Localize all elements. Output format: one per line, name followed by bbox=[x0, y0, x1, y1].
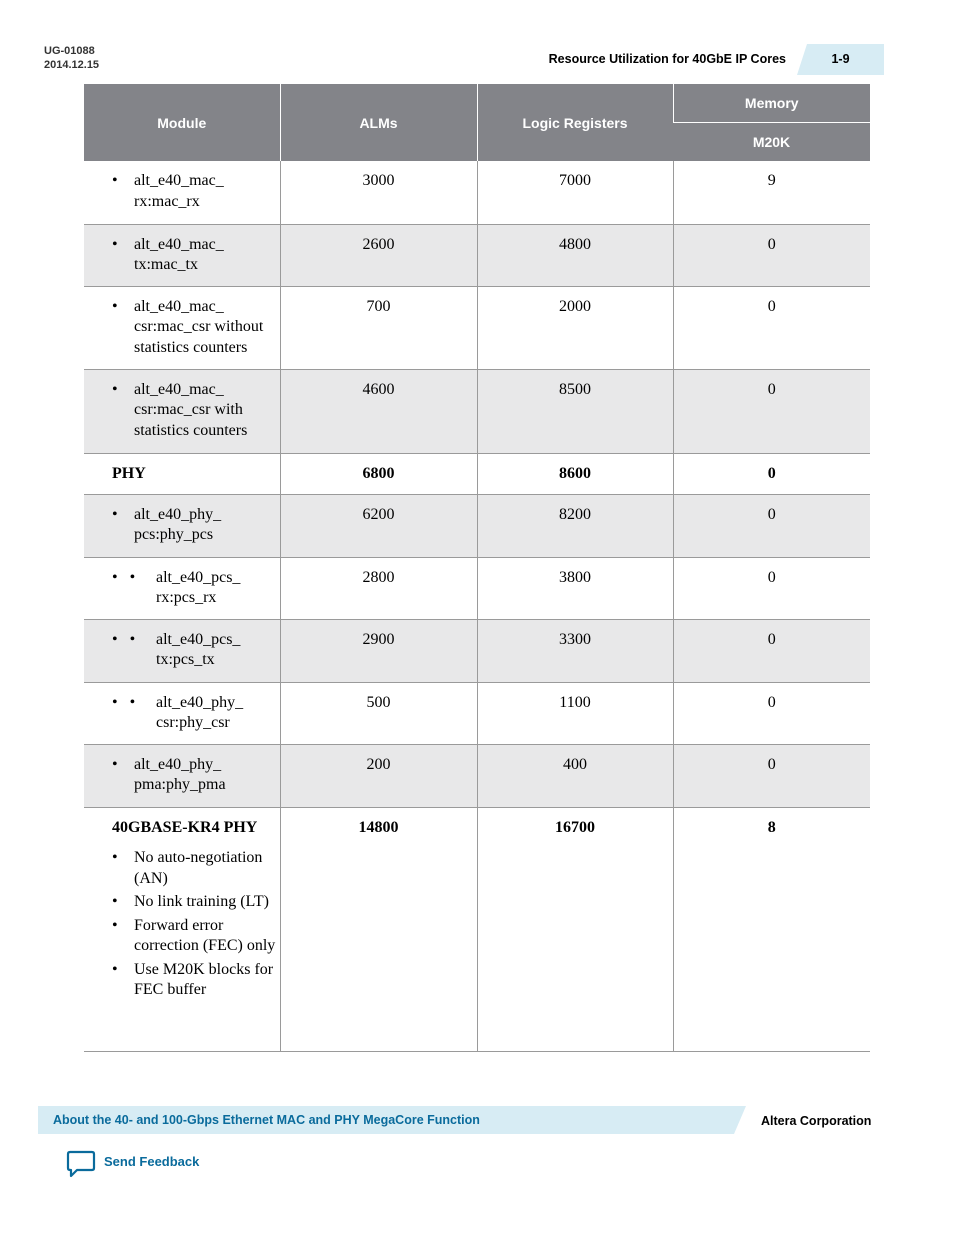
table-row bbox=[84, 682, 870, 744]
alms-value: 500 bbox=[280, 682, 477, 744]
table-row bbox=[84, 494, 870, 557]
kr4-feature-list bbox=[112, 848, 276, 1001]
alms-value: 2800 bbox=[280, 557, 477, 619]
alms-value: 6200 bbox=[280, 494, 477, 557]
m20k-value: 0 bbox=[673, 619, 870, 682]
col-header-logic-registers: Logic Registers bbox=[477, 84, 673, 161]
alms-value: 4600 bbox=[280, 369, 477, 453]
registers-value: 7000 bbox=[477, 161, 673, 224]
table-row bbox=[84, 161, 870, 224]
table-row bbox=[84, 557, 870, 619]
m20k-value: 0 bbox=[673, 224, 870, 286]
registers-value: 8500 bbox=[477, 369, 673, 453]
m20k-value: 0 bbox=[673, 682, 870, 744]
m20k-value: 0 bbox=[673, 369, 870, 453]
module-name: • alt_e40_mac_ csr:mac_csr with statistics counters bbox=[112, 380, 276, 442]
m20k-value: 0 bbox=[673, 557, 870, 619]
registers-value: 1100 bbox=[477, 682, 673, 744]
alms-value: 3000 bbox=[280, 161, 477, 224]
registers-value: 8600 bbox=[477, 453, 673, 494]
table-row-kr4 bbox=[84, 807, 870, 1051]
registers-value: 2000 bbox=[477, 286, 673, 369]
m20k-value: 0 bbox=[673, 286, 870, 369]
module-name: • • alt_e40_pcs_ tx:pcs_tx bbox=[112, 630, 276, 671]
table-row bbox=[84, 224, 870, 286]
doc-number: UG-01088 bbox=[44, 45, 95, 57]
page-section-title: Resource Utilization for 40GbE IP Cores bbox=[548, 52, 786, 66]
page-number: 1-9 bbox=[831, 52, 850, 66]
m20k-value: 9 bbox=[673, 161, 870, 224]
alms-value: 6800 bbox=[280, 453, 477, 494]
col-header-module: Module bbox=[84, 84, 280, 161]
company-name: Altera Corporation bbox=[761, 1114, 872, 1128]
registers-value: 3800 bbox=[477, 557, 673, 619]
alms-value: 2900 bbox=[280, 619, 477, 682]
module-name: • alt_e40_phy_ pma:phy_pma bbox=[112, 755, 276, 796]
col-header-alms: ALMs bbox=[280, 84, 477, 161]
module-name: • alt_e40_mac_ rx:mac_rx bbox=[112, 171, 276, 212]
list-item: • No link training (LT) bbox=[112, 892, 276, 913]
alms-value: 2600 bbox=[280, 224, 477, 286]
kr4-title: 40GBASE-KR4 PHY bbox=[112, 818, 258, 836]
list-item: • No auto-negotiation (AN) bbox=[112, 848, 276, 889]
list-item: • Forward error correction (FEC) only bbox=[112, 916, 276, 957]
doc-title-link[interactable]: About the 40- and 100-Gbps Ethernet MAC and PHY MegaCore Function bbox=[53, 1113, 480, 1127]
alms-value: 200 bbox=[280, 744, 477, 807]
table-row bbox=[84, 744, 870, 807]
send-feedback-link[interactable]: Send Feedback bbox=[104, 1154, 200, 1169]
module-name: • alt_e40_phy_ pcs:phy_pcs bbox=[112, 505, 276, 546]
registers-value: 8200 bbox=[477, 494, 673, 557]
m20k-value: 0 bbox=[673, 494, 870, 557]
alms-value: 700 bbox=[280, 286, 477, 369]
alms-value: 14800 bbox=[280, 807, 477, 1051]
registers-value: 3300 bbox=[477, 619, 673, 682]
col-header-memory: Memory bbox=[673, 84, 870, 123]
module-name: • • alt_e40_phy_ csr:phy_csr bbox=[112, 693, 276, 734]
table-row bbox=[84, 369, 870, 453]
module-name: • alt_e40_mac_ csr:mac_csr without statistics counters bbox=[112, 297, 276, 359]
table-row bbox=[84, 286, 870, 369]
m20k-value: 0 bbox=[673, 744, 870, 807]
module-name: • • alt_e40_pcs_ rx:pcs_rx bbox=[112, 568, 276, 609]
registers-value: 400 bbox=[477, 744, 673, 807]
doc-id bbox=[44, 44, 99, 72]
m20k-value: 0 bbox=[673, 453, 870, 494]
table-row bbox=[84, 619, 870, 682]
col-header-m20k: M20K bbox=[673, 123, 870, 162]
feedback-bubble-icon[interactable] bbox=[66, 1150, 96, 1178]
module-name: PHY bbox=[84, 453, 280, 494]
resource-table bbox=[84, 84, 870, 1052]
module-name: • alt_e40_mac_ tx:mac_tx bbox=[112, 235, 276, 276]
m20k-value: 8 bbox=[673, 807, 870, 1051]
registers-value: 16700 bbox=[477, 807, 673, 1051]
list-item: • Use M20K blocks for FEC buffer bbox=[112, 960, 276, 1001]
table-row-phy bbox=[84, 453, 870, 494]
doc-date: 2014.12.15 bbox=[44, 59, 100, 71]
registers-value: 4800 bbox=[477, 224, 673, 286]
